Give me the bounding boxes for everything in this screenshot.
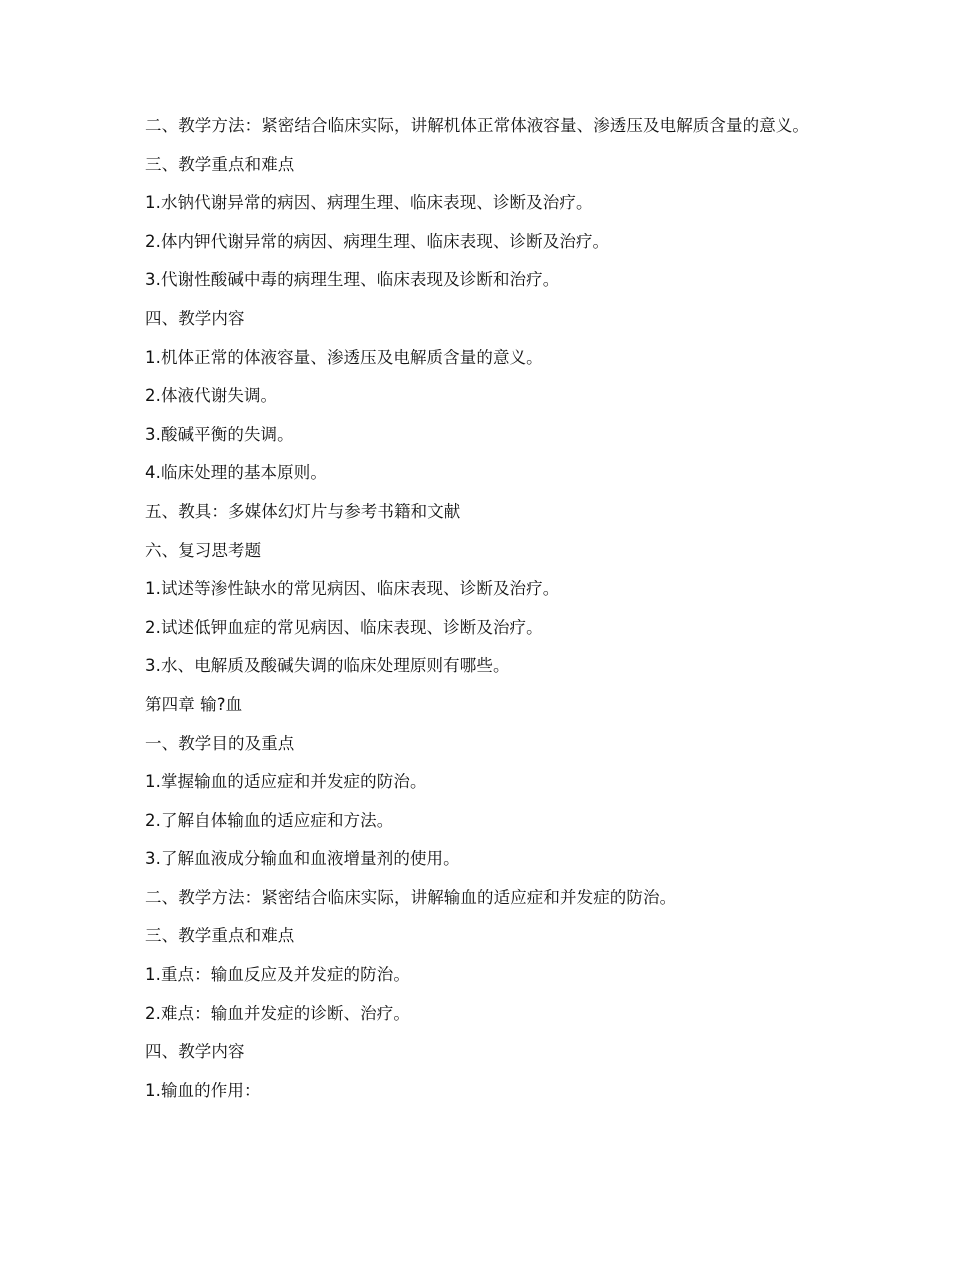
list-item: 3.水、电解质及酸碱失调的临床处理原则有哪些。	[145, 656, 510, 676]
section-heading-objectives: 一、教学目的及重点	[145, 733, 295, 753]
list-item: 3.了解血液成分输血和血液增量剂的使用。	[145, 849, 460, 869]
list-item: 2.体内钾代谢异常的病因、病理生理、临床表现、诊断及治疗。	[145, 231, 610, 251]
list-item: 2.试述低钾血症的常见病因、临床表现、诊断及治疗。	[145, 617, 543, 637]
section-heading-teaching-method: 二、教学方法：紧密结合临床实际，讲解输血的适应症和并发症的防治。	[145, 887, 677, 907]
list-item: 2.难点：输血并发症的诊断、治疗。	[145, 1003, 410, 1023]
section-heading-review-questions: 六、复习思考题	[145, 540, 262, 560]
list-item: 2.体液代谢失调。	[145, 386, 278, 406]
document-body	[145, 113, 835, 1116]
list-item: 2.了解自体输血的适应症和方法。	[145, 810, 394, 830]
list-item: 1.掌握输血的适应症和并发症的防治。	[145, 772, 427, 792]
section-heading-key-difficult-points: 三、教学重点和难点	[145, 926, 295, 946]
list-item: 1.水钠代谢异常的病因、病理生理、临床表现、诊断及治疗。	[145, 193, 593, 213]
paragraph-teaching-method: 二、教学方法：紧密结合临床实际，讲解机体正常体液容量、渗透压及电解质含量的意义。	[145, 116, 809, 135]
list-item: 3.酸碱平衡的失调。	[145, 424, 294, 444]
section-heading-teaching-content: 四、教学内容	[145, 1042, 245, 1062]
list-item: 3.代谢性酸碱中毒的病理生理、临床表现及诊断和治疗。	[145, 270, 560, 290]
list-item: 1.机体正常的体液容量、渗透压及电解质含量的意义。	[145, 347, 543, 367]
section-heading-teaching-content: 四、教学内容	[145, 308, 245, 328]
section-heading-key-difficult-points: 三、教学重点和难点	[145, 154, 295, 174]
list-item: 1.试述等渗性缺水的常见病因、临床表现、诊断及治疗。	[145, 579, 560, 599]
section-heading-teaching-aids: 五、教具：多媒体幻灯片与参考书籍和文献	[145, 501, 461, 521]
list-item: 4.临床处理的基本原则。	[145, 463, 327, 483]
chapter-title: 第四章 输?血	[145, 694, 243, 714]
list-item: 1.输血的作用：	[145, 1080, 261, 1100]
list-item: 1.重点：输血反应及并发症的防治。	[145, 965, 410, 985]
